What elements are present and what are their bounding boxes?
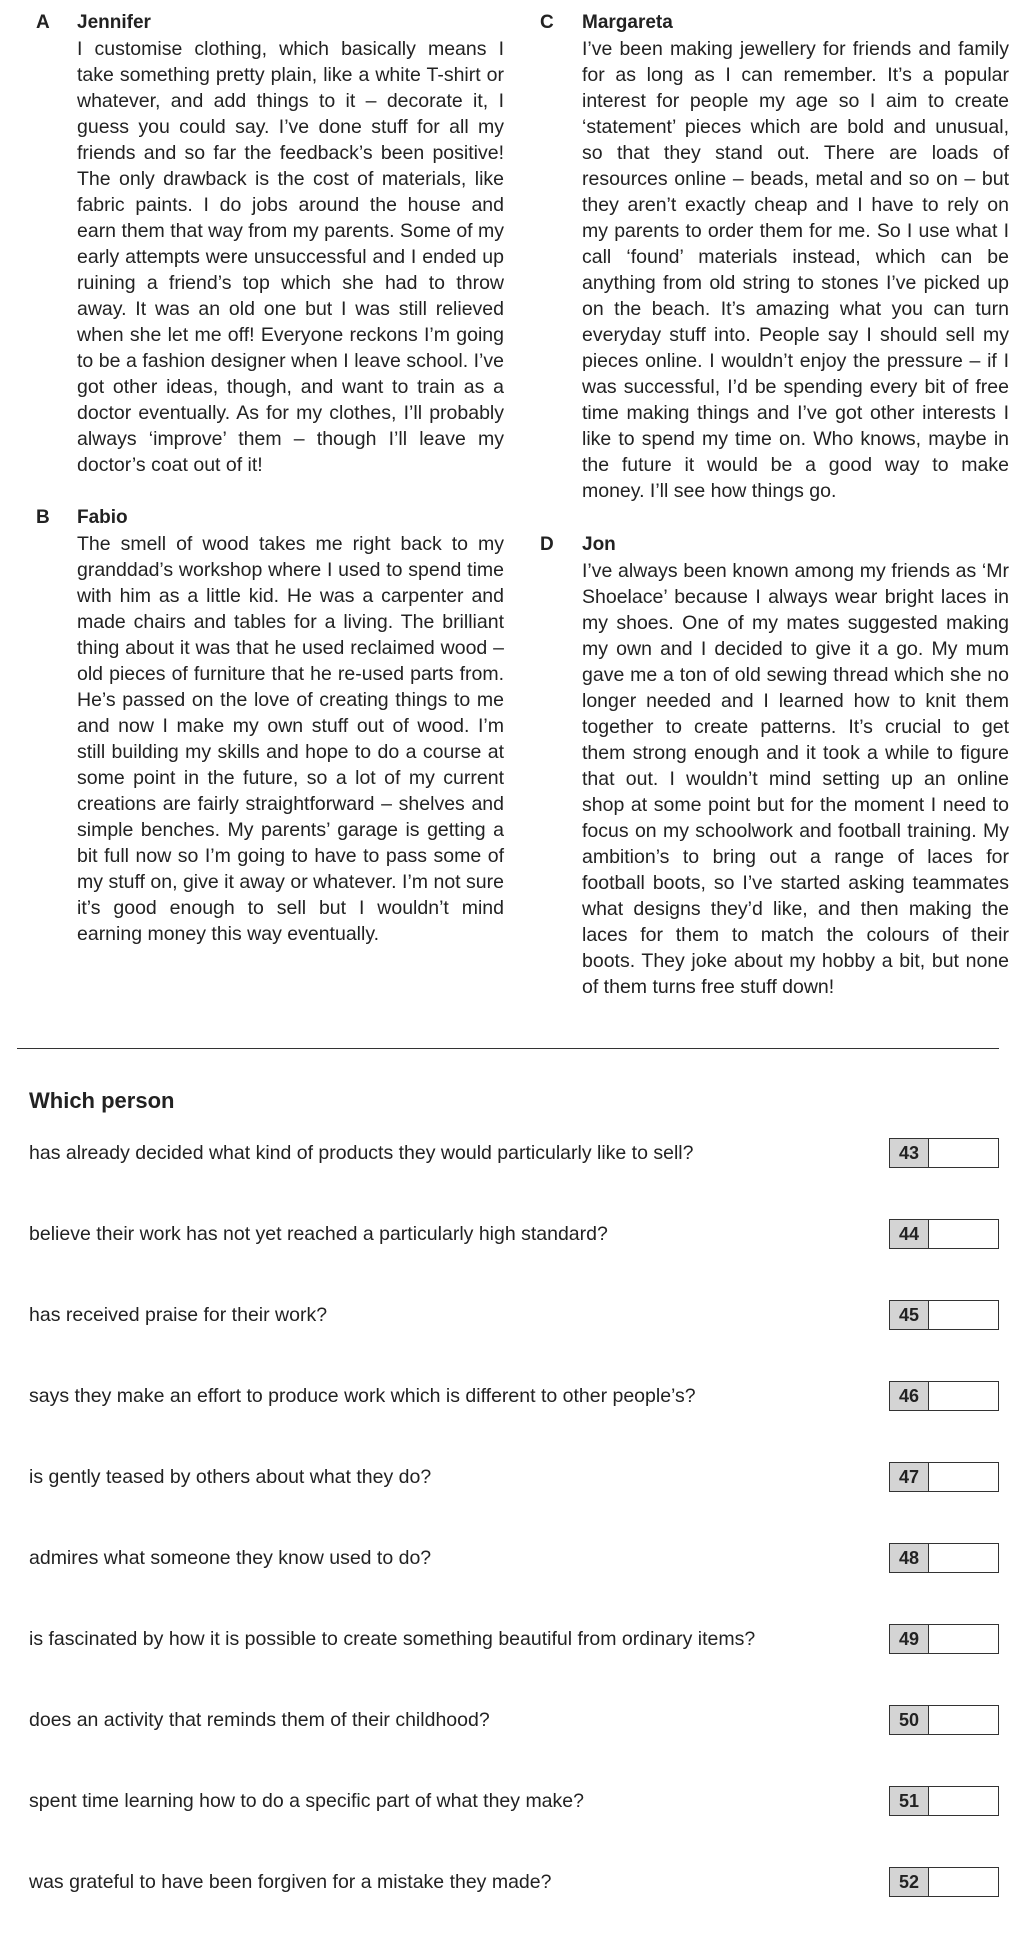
answer-box [889, 1786, 999, 1816]
question-row [29, 1866, 999, 1898]
question-text: says they make an effort to produce work which is different to other people’s? [29, 1385, 696, 1407]
question-number: 49 [890, 1625, 929, 1653]
question-text: has received praise for their work? [29, 1304, 328, 1326]
passage-text: I’ve always been known among my friends as ‘Mr Shoelace’ because I always wear bright laces in my shoes. One of my mates suggested making my own and I decided to give it a go. My mum gave me a ton of old sewing thread which she no longer needed and I learned how to knit them together to create patterns. It’s crucial to get them strong enough and it took a while to figure that out. I wouldn’t mind setting up an online shop at some point but for the moment I need to focus on my schoolwork and football training. My ambition’s to bring out a range of laces for football boots, so I’ve started asking teammates what designs they’d like, and then making the laces for them to match the colours of their boots. They joke about my hobby a bit, but none of them turns free stuff down! [582, 560, 1009, 998]
answer-box [889, 1705, 999, 1735]
answer-field[interactable] [929, 1868, 998, 1896]
question-text: was grateful to have been forgiven for a mistake they made? [29, 1871, 552, 1893]
question-text: spent time learning how to do a specific part of what they make? [29, 1790, 584, 1812]
passage-letter: B [36, 507, 50, 528]
question-row [29, 1623, 999, 1655]
question-number: 44 [890, 1220, 929, 1248]
passage-name: Fabio [77, 507, 128, 528]
answer-field[interactable] [929, 1382, 998, 1410]
question-number: 47 [890, 1463, 929, 1491]
question-row [29, 1704, 999, 1736]
question-text: does an activity that reminds them of their childhood? [29, 1709, 490, 1731]
question-row [29, 1785, 999, 1817]
passage-letter: C [540, 12, 554, 33]
answer-field[interactable] [929, 1220, 998, 1248]
answer-field[interactable] [929, 1625, 998, 1653]
passage-name: Jon [582, 534, 616, 555]
passage-name: Margareta [582, 12, 673, 33]
question-text: is gently teased by others about what they do? [29, 1466, 432, 1488]
question-number: 52 [890, 1868, 929, 1896]
passage-letter: D [540, 534, 554, 555]
question-number: 50 [890, 1706, 929, 1734]
question-number: 43 [890, 1139, 929, 1167]
question-row [29, 1137, 999, 1169]
passage-text: The smell of wood takes me right back to my granddad’s workshop where I used to spend time with him as a little kid. He was a carpenter and made chairs and tables for a living. The brilliant thing about it was that he used reclaimed wood – old pieces of furniture that he re-used parts from. He’s passed on the love of creating things to me and now I make my own stuff out of wood. I’m still building my skills and hope to do a course at some point in the future, so a lot of my current creations are fairly straightforward – shelves and simple benches. My parents’ garage is getting a bit full now so I’m going to have to pass some of my stuff on, give it away or whatever. I’m not sure it’s good enough to sell but I wouldn’t mind earning money this way eventually. [77, 533, 504, 945]
answer-field[interactable] [929, 1787, 998, 1815]
question-number: 51 [890, 1787, 929, 1815]
answer-field[interactable] [929, 1301, 998, 1329]
passage-name: Jennifer [77, 12, 151, 33]
answer-box [889, 1300, 999, 1330]
question-row [29, 1218, 999, 1250]
question-row [29, 1461, 999, 1493]
answer-field[interactable] [929, 1463, 998, 1491]
question-number: 48 [890, 1544, 929, 1572]
answer-field[interactable] [929, 1139, 998, 1167]
answer-box [889, 1462, 999, 1492]
answer-box [889, 1624, 999, 1654]
questions-heading: Which person [29, 1088, 175, 1113]
answer-box [889, 1543, 999, 1573]
passage-text: I’ve been making jewellery for friends and family for as long as I can remember. It’s a popular interest for people my age so I aim to create ‘statement’ pieces which are bold and unusual, so that they stand out. There are loads of resources online – beads, metal and so on – but they aren’t exactly cheap and I have to rely on my parents to order them for me. So I use what I call ‘found’ materials instead, which can be anything from old string to stones I’ve picked up on the beach. It’s amazing what you can turn everyday stuff into. People say I should sell my pieces online. I wouldn’t enjoy the pressure – if I was successful, I’d be spending every bit of free time making things and I’ve got other interests I like to spend my time on. Who knows, maybe in the future it would be a good way to make money. I’ll see how things go. [582, 38, 1009, 502]
question-row [29, 1380, 999, 1412]
passage-text: I customise clothing, which basically means I take something pretty plain, like a white T-shirt or whatever, and add things to it – decorate it, I guess you could say. I’ve done stuff for all my friends and so far the feedback’s been positive! The only drawback is the cost of materials, like fabric paints. I do jobs around the house and earn them that way from my parents. Some of my early attempts were unsuccessful and I ended up ruining a friend’s top which she had to throw away. It was an old one but I was still relieved when she let me off! Everyone reckons I’m going to be a fashion designer when I leave school. I’ve got other ideas, though, and want to train as a doctor eventually. As for my clothes, I’ll probably always ‘improve’ them – though I’ll leave my doctor’s coat out of it! [77, 38, 504, 476]
question-text: believe their work has not yet reached a particularly high standard? [29, 1223, 608, 1245]
question-number: 46 [890, 1382, 929, 1410]
question-row [29, 1299, 999, 1331]
answer-field[interactable] [929, 1544, 998, 1572]
answer-box [889, 1381, 999, 1411]
question-row [29, 1542, 999, 1574]
passage-letter: A [36, 12, 50, 33]
section-divider [17, 1048, 999, 1049]
answer-box [889, 1138, 999, 1168]
answer-box [889, 1867, 999, 1897]
question-text: is fascinated by how it is possible to create something beautiful from ordinary items? [29, 1628, 756, 1650]
question-text: has already decided what kind of products they would particularly like to sell? [29, 1142, 694, 1164]
question-number: 45 [890, 1301, 929, 1329]
answer-box [889, 1219, 999, 1249]
question-text: admires what someone they know used to do? [29, 1547, 432, 1569]
answer-field[interactable] [929, 1706, 998, 1734]
